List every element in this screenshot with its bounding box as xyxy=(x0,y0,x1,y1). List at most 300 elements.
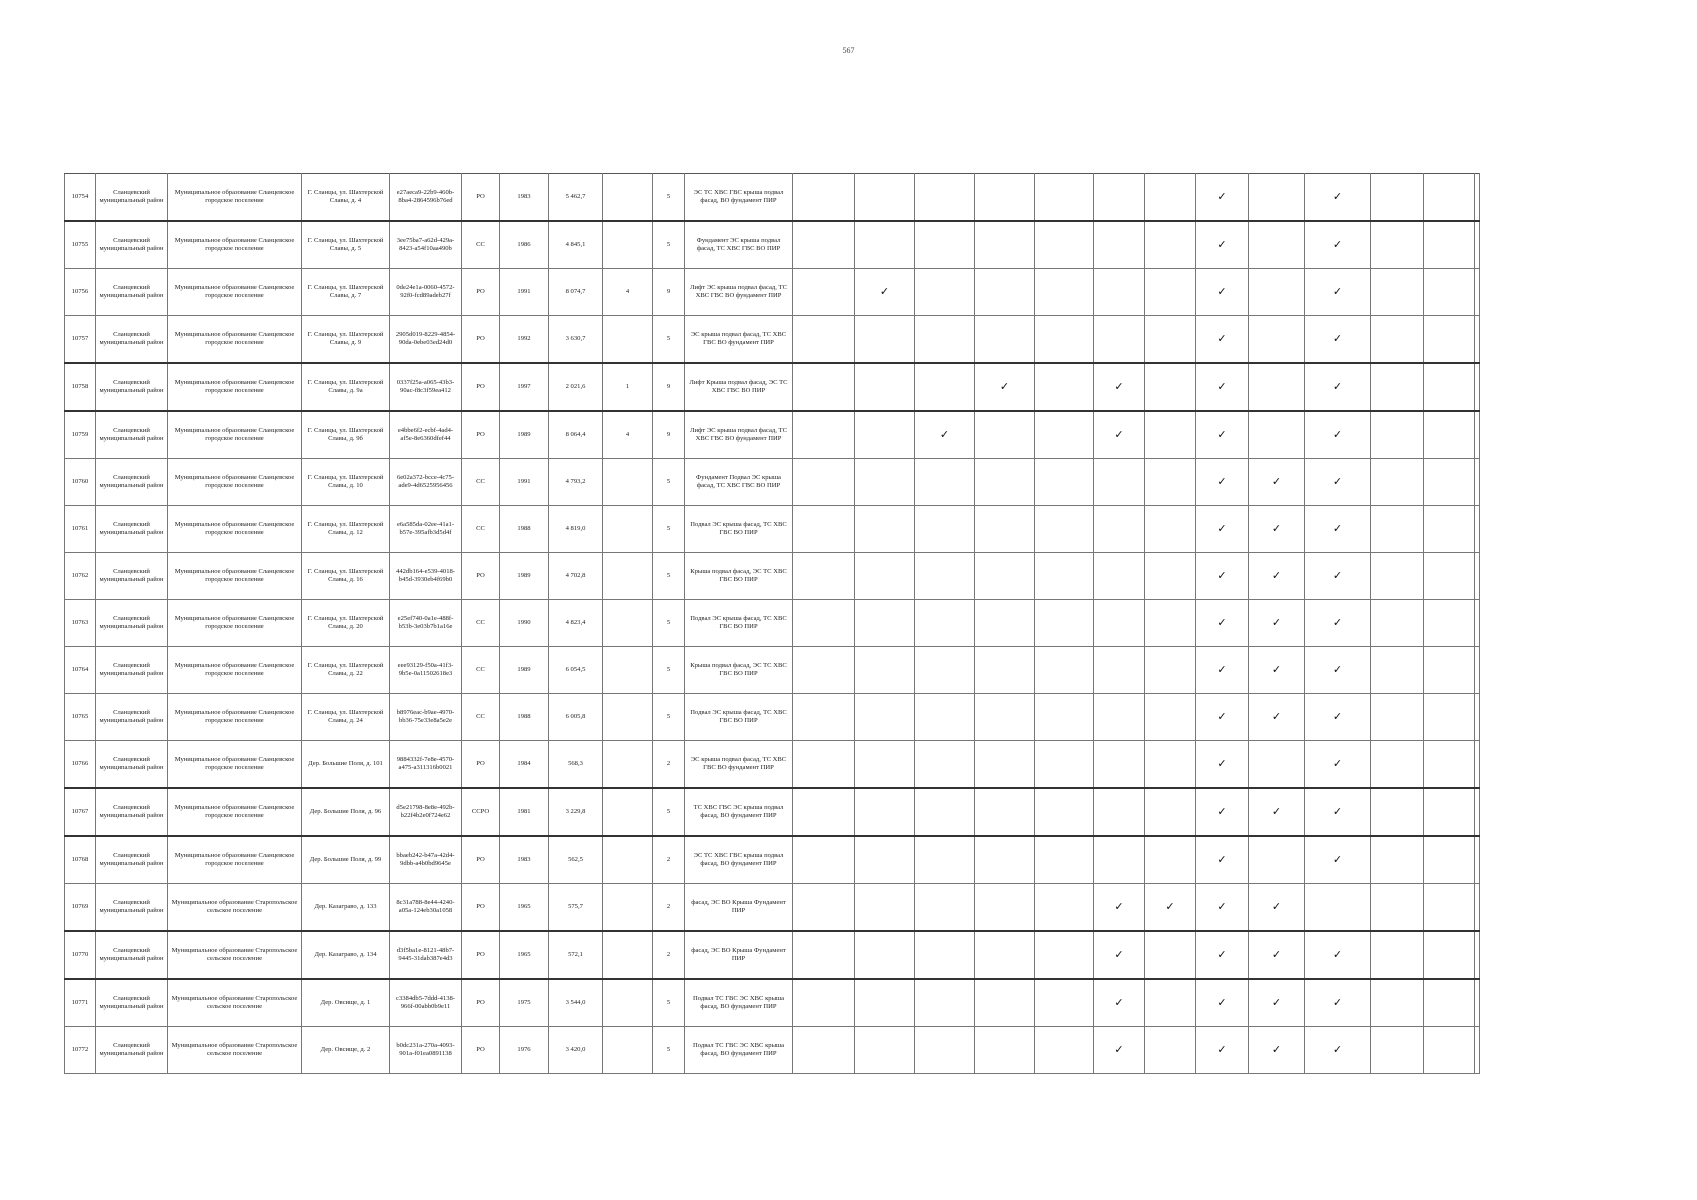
area-cell: 575,7 xyxy=(549,884,603,932)
year-built-cell: 1991 xyxy=(500,459,549,506)
checkmark-icon: ✓ xyxy=(1332,189,1343,203)
work-flag-cell xyxy=(1145,931,1196,979)
guid-cell: e6a585da-02ee-41a1-b57e-395afb3d5d4f xyxy=(390,506,462,553)
work-flag-cell xyxy=(1371,884,1424,932)
wall-material-cell: РО xyxy=(462,316,500,364)
work-flag-cell xyxy=(1305,459,1371,506)
checkmark-icon: ✓ xyxy=(1217,756,1227,770)
work-flag-cell xyxy=(975,411,1035,459)
work-flag-cell xyxy=(1424,836,1475,884)
address-cell: Дер. Большие Поля, д. 101 xyxy=(302,741,390,789)
work-flag-cell xyxy=(855,647,915,694)
work-flag-cell xyxy=(1249,788,1305,836)
work-flag-cell xyxy=(975,884,1035,932)
works-list-cell: фасад, ЭС ВО Крыша Фундамент ПИР xyxy=(685,884,793,932)
work-flag-cell xyxy=(793,741,855,789)
checkmark-icon: ✓ xyxy=(1332,709,1343,723)
district-cell: Сланцевский муниципальный район xyxy=(96,506,168,553)
work-flag-cell xyxy=(1371,1027,1424,1074)
year-built-cell: 1991 xyxy=(500,269,549,316)
row-id-cell: 10765 xyxy=(65,694,96,741)
work-flag-cell xyxy=(1035,741,1094,789)
work-flag-cell xyxy=(855,174,915,222)
floors-cell: 9 xyxy=(653,269,685,316)
work-flag-cell xyxy=(1196,174,1249,222)
work-flag-cell xyxy=(1371,741,1424,789)
work-flag-cell xyxy=(1035,788,1094,836)
work-flag-cell xyxy=(1035,647,1094,694)
work-flag-cell xyxy=(1424,931,1475,979)
work-flag-cell xyxy=(1196,600,1249,647)
work-flag-cell xyxy=(975,979,1035,1027)
wall-material-cell: РО xyxy=(462,553,500,600)
district-cell: Сланцевский муниципальный район xyxy=(96,316,168,364)
area-cell: 4 845,1 xyxy=(549,221,603,269)
area-cell: 572,1 xyxy=(549,931,603,979)
work-flag-cell xyxy=(1424,600,1475,647)
work-flag-cell xyxy=(1305,694,1371,741)
checkmark-icon: ✓ xyxy=(1332,379,1343,393)
entrances-cell xyxy=(603,316,653,364)
work-flag-cell xyxy=(1424,411,1475,459)
works-list-cell: Подвал ЭС крыша фасад, ТС ХВС ГВС ВО ПИР xyxy=(685,600,793,647)
work-flag-cell xyxy=(1424,741,1475,789)
works-list-cell: ЭС ТС ХВС ГВС крыша подвал фасад, ВО фундамент ПИР xyxy=(685,174,793,222)
checkmark-icon: ✓ xyxy=(1332,662,1343,676)
work-flag-cell xyxy=(793,694,855,741)
entrances-cell xyxy=(603,741,653,789)
work-flag-cell xyxy=(793,884,855,932)
work-flag-cell xyxy=(1475,269,1480,316)
row-id-cell: 10758 xyxy=(65,363,96,411)
checkmark-icon: ✓ xyxy=(1114,947,1124,961)
work-flag-cell xyxy=(1305,506,1371,553)
work-flag-cell xyxy=(975,788,1035,836)
district-cell: Сланцевский муниципальный район xyxy=(96,600,168,647)
guid-cell: 0de24e1a-0060-4572-92f0-fcd89adeb27f xyxy=(390,269,462,316)
work-flag-cell xyxy=(855,931,915,979)
work-flag-cell xyxy=(1094,411,1145,459)
row-id-cell: 10768 xyxy=(65,836,96,884)
district-cell: Сланцевский муниципальный район xyxy=(96,647,168,694)
checkmark-icon: ✓ xyxy=(1332,331,1343,345)
work-flag-cell xyxy=(1094,363,1145,411)
table-row xyxy=(65,836,1480,884)
work-flag-cell xyxy=(1035,931,1094,979)
work-flag-cell xyxy=(915,459,975,506)
work-flag-cell xyxy=(915,411,975,459)
table-row xyxy=(65,269,1480,316)
checkmark-icon: ✓ xyxy=(1271,947,1282,961)
table-row xyxy=(65,316,1480,364)
entrances-cell xyxy=(603,836,653,884)
district-cell: Сланцевский муниципальный район xyxy=(96,363,168,411)
municipality-cell: Муниципальное образование Сланцевское городское поселение xyxy=(168,316,302,364)
checkmark-icon: ✓ xyxy=(1332,615,1343,629)
checkmark-icon: ✓ xyxy=(1332,474,1343,488)
work-flag-cell xyxy=(1145,788,1196,836)
checkmark-icon: ✓ xyxy=(1332,237,1343,251)
work-flag-cell xyxy=(793,411,855,459)
work-flag-cell xyxy=(1094,316,1145,364)
address-cell: Дер. Большие Поля, д. 99 xyxy=(302,836,390,884)
work-flag-cell xyxy=(1145,221,1196,269)
area-cell: 4 793,2 xyxy=(549,459,603,506)
work-flag-cell xyxy=(975,221,1035,269)
work-flag-cell xyxy=(1475,174,1480,222)
guid-cell: 9884332f-7e8e-4570-a475-a311316b0021 xyxy=(390,741,462,789)
work-flag-cell xyxy=(1305,174,1371,222)
wall-material-cell: СС xyxy=(462,600,500,647)
work-flag-cell xyxy=(1371,647,1424,694)
checkmark-icon: ✓ xyxy=(1271,1042,1282,1056)
floors-cell: 5 xyxy=(653,221,685,269)
checkmark-icon: ✓ xyxy=(1165,899,1175,913)
work-flag-cell xyxy=(1475,788,1480,836)
year-built-cell: 1986 xyxy=(500,221,549,269)
work-flag-cell xyxy=(1035,316,1094,364)
work-flag-cell xyxy=(1196,836,1249,884)
address-cell: Г. Сланцы, ул. Шахтерской Славы, д. 9а xyxy=(302,363,390,411)
district-cell: Сланцевский муниципальный район xyxy=(96,741,168,789)
work-flag-cell xyxy=(1371,600,1424,647)
work-flag-cell xyxy=(975,647,1035,694)
table-row xyxy=(65,600,1480,647)
year-built-cell: 1984 xyxy=(500,741,549,789)
work-flag-cell xyxy=(1094,836,1145,884)
work-flag-cell xyxy=(1035,459,1094,506)
table-row xyxy=(65,694,1480,741)
area-cell: 8 074,7 xyxy=(549,269,603,316)
work-flag-cell xyxy=(793,221,855,269)
works-list-cell: Подвал ЭС крыша фасад, ТС ХВС ГВС ВО ПИР xyxy=(685,506,793,553)
work-flag-cell xyxy=(1094,931,1145,979)
entrances-cell xyxy=(603,884,653,932)
works-list-cell: Крыша подвал фасад, ЭС ТС ХВС ГВС ВО ПИР xyxy=(685,647,793,694)
municipality-cell: Муниципальное образование Старопольское сельское поселение xyxy=(168,931,302,979)
works-list-cell: Фундамент Подвал ЭС крыша фасад, ТС ХВС ГВС ВО ПИР xyxy=(685,459,793,506)
floors-cell: 5 xyxy=(653,979,685,1027)
work-flag-cell xyxy=(975,1027,1035,1074)
wall-material-cell: СС xyxy=(462,694,500,741)
checkmark-icon: ✓ xyxy=(1271,804,1282,818)
work-flag-cell xyxy=(915,884,975,932)
checkmark-icon: ✓ xyxy=(1271,899,1282,913)
works-list-cell: Лифт ЭС крыша подвал фасад, ТС ХВС ГВС ВО фундамент ПИР xyxy=(685,411,793,459)
works-list-cell: ТС ХВС ГВС ЭС крыша подвал фасад, ВО фундамент ПИР xyxy=(685,788,793,836)
work-flag-cell xyxy=(1424,884,1475,932)
work-flag-cell xyxy=(1145,1027,1196,1074)
work-flag-cell xyxy=(793,931,855,979)
work-flag-cell xyxy=(1196,363,1249,411)
work-flag-cell xyxy=(1145,506,1196,553)
checkmark-icon: ✓ xyxy=(1114,379,1124,393)
work-flag-cell xyxy=(793,316,855,364)
row-id-cell: 10770 xyxy=(65,931,96,979)
work-flag-cell xyxy=(1371,694,1424,741)
work-flag-cell xyxy=(855,411,915,459)
work-flag-cell xyxy=(1094,269,1145,316)
wall-material-cell: СС xyxy=(462,221,500,269)
work-flag-cell xyxy=(793,1027,855,1074)
year-built-cell: 1990 xyxy=(500,600,549,647)
work-flag-cell xyxy=(1305,600,1371,647)
work-flag-cell xyxy=(1094,221,1145,269)
year-built-cell: 1988 xyxy=(500,694,549,741)
checkmark-icon: ✓ xyxy=(1332,804,1343,818)
work-flag-cell xyxy=(915,979,975,1027)
work-flag-cell xyxy=(1094,979,1145,1027)
work-flag-cell xyxy=(1196,221,1249,269)
entrances-cell xyxy=(603,647,653,694)
work-flag-cell xyxy=(975,459,1035,506)
work-flag-cell xyxy=(1196,741,1249,789)
work-flag-cell xyxy=(1475,316,1480,364)
floors-cell: 5 xyxy=(653,316,685,364)
work-flag-cell xyxy=(1145,741,1196,789)
work-flag-cell xyxy=(1371,788,1424,836)
floors-cell: 5 xyxy=(653,174,685,222)
works-list-cell: ЭС крыша подвал фасад, ТС ХВС ГВС ВО фундамент ПИР xyxy=(685,316,793,364)
work-flag-cell xyxy=(1145,316,1196,364)
work-flag-cell xyxy=(1249,694,1305,741)
row-id-cell: 10755 xyxy=(65,221,96,269)
wall-material-cell: РО xyxy=(462,269,500,316)
work-flag-cell xyxy=(1249,221,1305,269)
checkmark-icon: ✓ xyxy=(1217,1042,1227,1056)
municipality-cell: Муниципальное образование Сланцевское городское поселение xyxy=(168,269,302,316)
checkmark-icon: ✓ xyxy=(1217,427,1227,441)
wall-material-cell: РО xyxy=(462,931,500,979)
work-flag-cell xyxy=(793,979,855,1027)
work-flag-cell xyxy=(915,788,975,836)
checkmark-icon: ✓ xyxy=(1271,615,1282,629)
district-cell: Сланцевский муниципальный район xyxy=(96,979,168,1027)
work-flag-cell xyxy=(855,221,915,269)
work-flag-cell xyxy=(1145,411,1196,459)
floors-cell: 5 xyxy=(653,553,685,600)
year-built-cell: 1975 xyxy=(500,979,549,1027)
municipality-cell: Муниципальное образование Старопольское сельское поселение xyxy=(168,884,302,932)
work-flag-cell xyxy=(1249,931,1305,979)
floors-cell: 9 xyxy=(653,411,685,459)
work-flag-cell xyxy=(1371,506,1424,553)
row-id-cell: 10761 xyxy=(65,506,96,553)
work-flag-cell xyxy=(1475,459,1480,506)
row-id-cell: 10771 xyxy=(65,979,96,1027)
work-flag-cell xyxy=(1424,1027,1475,1074)
work-flag-cell xyxy=(1475,741,1480,789)
year-built-cell: 1976 xyxy=(500,1027,549,1074)
work-flag-cell xyxy=(1249,600,1305,647)
work-flag-cell xyxy=(1145,553,1196,600)
checkmark-icon: ✓ xyxy=(1217,521,1227,535)
work-flag-cell xyxy=(1196,647,1249,694)
work-flag-cell xyxy=(1305,741,1371,789)
work-flag-cell xyxy=(915,506,975,553)
work-flag-cell xyxy=(1424,363,1475,411)
work-flag-cell xyxy=(915,553,975,600)
area-cell: 6 054,5 xyxy=(549,647,603,694)
work-flag-cell xyxy=(975,553,1035,600)
work-flag-cell xyxy=(793,836,855,884)
work-flag-cell xyxy=(1475,836,1480,884)
work-flag-cell xyxy=(1371,363,1424,411)
area-cell: 5 462,7 xyxy=(549,174,603,222)
work-flag-cell xyxy=(1305,1027,1371,1074)
row-id-cell: 10754 xyxy=(65,174,96,222)
work-flag-cell xyxy=(1371,459,1424,506)
work-flag-cell xyxy=(855,741,915,789)
work-flag-cell xyxy=(1371,553,1424,600)
checkmark-icon: ✓ xyxy=(1332,947,1343,961)
floors-cell: 5 xyxy=(653,459,685,506)
checkmark-icon: ✓ xyxy=(1271,474,1282,488)
checkmark-icon: ✓ xyxy=(1217,189,1227,203)
work-flag-cell xyxy=(975,269,1035,316)
works-list-cell: ЭС крыша подвал фасад, ТС ХВС ГВС ВО фундамент ПИР xyxy=(685,741,793,789)
work-flag-cell xyxy=(1424,979,1475,1027)
work-flag-cell xyxy=(1249,174,1305,222)
year-built-cell: 1989 xyxy=(500,553,549,600)
area-cell: 3 420,0 xyxy=(549,1027,603,1074)
checkmark-icon: ✓ xyxy=(1114,1042,1124,1056)
work-flag-cell xyxy=(1196,269,1249,316)
work-flag-cell xyxy=(1196,411,1249,459)
work-flag-cell xyxy=(1035,979,1094,1027)
work-flag-cell xyxy=(915,647,975,694)
work-flag-cell xyxy=(855,979,915,1027)
row-id-cell: 10757 xyxy=(65,316,96,364)
checkmark-icon: ✓ xyxy=(1114,427,1124,441)
entrances-cell xyxy=(603,506,653,553)
entrances-cell xyxy=(603,979,653,1027)
table-row xyxy=(65,647,1480,694)
work-flag-cell xyxy=(1196,1027,1249,1074)
work-flag-cell xyxy=(1035,694,1094,741)
guid-cell: 8c31a788-8e44-4240-a05a-124eb30a1058 xyxy=(390,884,462,932)
work-flag-cell xyxy=(1145,174,1196,222)
wall-material-cell: РО xyxy=(462,174,500,222)
work-flag-cell xyxy=(855,553,915,600)
address-cell: Г. Сланцы, ул. Шахтерской Славы, д. 5 xyxy=(302,221,390,269)
floors-cell: 5 xyxy=(653,600,685,647)
work-flag-cell xyxy=(855,600,915,647)
area-cell: 3 544,0 xyxy=(549,979,603,1027)
wall-material-cell: РО xyxy=(462,884,500,932)
guid-cell: b0dc231a-270a-4093-901a-f01ea0891138 xyxy=(390,1027,462,1074)
work-flag-cell xyxy=(1305,411,1371,459)
work-flag-cell xyxy=(1424,221,1475,269)
district-cell: Сланцевский муниципальный район xyxy=(96,553,168,600)
entrances-cell xyxy=(603,694,653,741)
work-flag-cell xyxy=(1196,788,1249,836)
wall-material-cell: РО xyxy=(462,741,500,789)
work-flag-cell xyxy=(793,269,855,316)
work-flag-cell xyxy=(1196,553,1249,600)
district-cell: Сланцевский муниципальный район xyxy=(96,269,168,316)
address-cell: Дер. Овсище, д. 1 xyxy=(302,979,390,1027)
area-cell: 4 823,4 xyxy=(549,600,603,647)
year-built-cell: 1988 xyxy=(500,506,549,553)
work-flag-cell xyxy=(855,316,915,364)
work-flag-cell xyxy=(1305,788,1371,836)
work-flag-cell xyxy=(1094,1027,1145,1074)
checkmark-icon: ✓ xyxy=(1217,284,1227,298)
entrances-cell xyxy=(603,788,653,836)
work-flag-cell xyxy=(1094,459,1145,506)
checkmark-icon: ✓ xyxy=(1271,521,1282,535)
table-row xyxy=(65,411,1480,459)
district-cell: Сланцевский муниципальный район xyxy=(96,459,168,506)
address-cell: Дер. Овсище, д. 2 xyxy=(302,1027,390,1074)
address-cell: Г. Сланцы, ул. Шахтерской Славы, д. 20 xyxy=(302,600,390,647)
work-flag-cell xyxy=(1196,316,1249,364)
work-flag-cell xyxy=(1249,363,1305,411)
work-flag-cell xyxy=(1371,931,1424,979)
work-flag-cell xyxy=(1035,269,1094,316)
district-cell: Сланцевский муниципальный район xyxy=(96,931,168,979)
work-flag-cell xyxy=(1035,506,1094,553)
work-flag-cell xyxy=(1424,647,1475,694)
checkmark-icon: ✓ xyxy=(1114,995,1124,1009)
checkmark-icon: ✓ xyxy=(1217,662,1227,676)
work-flag-cell xyxy=(975,174,1035,222)
checkmark-icon: ✓ xyxy=(1217,995,1227,1009)
work-flag-cell xyxy=(975,694,1035,741)
table-row xyxy=(65,884,1480,932)
table-row xyxy=(65,1027,1480,1074)
work-flag-cell xyxy=(1094,553,1145,600)
municipality-cell: Муниципальное образование Сланцевское городское поселение xyxy=(168,411,302,459)
work-flag-cell xyxy=(1249,459,1305,506)
guid-cell: 6e02a372-bcce-4c75-ade9-4d6525956456 xyxy=(390,459,462,506)
entrances-cell xyxy=(603,174,653,222)
works-list-cell: Подвал ТС ГВС ЭС ХВС крыша фасад, ВО фундамент ПИР xyxy=(685,979,793,1027)
municipality-cell: Муниципальное образование Сланцевское городское поселение xyxy=(168,694,302,741)
checkmark-icon: ✓ xyxy=(1217,615,1227,629)
checkmark-icon: ✓ xyxy=(1217,568,1227,582)
work-flag-cell xyxy=(1475,553,1480,600)
checkmark-icon: ✓ xyxy=(1114,899,1124,913)
checkmark-icon: ✓ xyxy=(1217,331,1227,345)
checkmark-icon: ✓ xyxy=(1217,804,1227,818)
work-flag-cell xyxy=(1424,506,1475,553)
area-cell: 4 819,0 xyxy=(549,506,603,553)
table-row xyxy=(65,553,1480,600)
row-id-cell: 10767 xyxy=(65,788,96,836)
work-flag-cell xyxy=(1145,600,1196,647)
work-flag-cell xyxy=(1035,600,1094,647)
work-flag-cell xyxy=(1371,316,1424,364)
wall-material-cell: РО xyxy=(462,1027,500,1074)
municipality-cell: Муниципальное образование Сланцевское городское поселение xyxy=(168,600,302,647)
work-flag-cell xyxy=(915,741,975,789)
work-flag-cell xyxy=(1249,741,1305,789)
district-cell: Сланцевский муниципальный район xyxy=(96,884,168,932)
work-flag-cell xyxy=(1249,979,1305,1027)
municipality-cell: Муниципальное образование Сланцевское городское поселение xyxy=(168,506,302,553)
work-flag-cell xyxy=(1035,363,1094,411)
district-cell: Сланцевский муниципальный район xyxy=(96,411,168,459)
address-cell: Г. Сланцы, ул. Шахтерской Славы, д. 9б xyxy=(302,411,390,459)
table-row xyxy=(65,741,1480,789)
work-flag-cell xyxy=(1145,694,1196,741)
checkmark-icon: ✓ xyxy=(879,284,890,298)
work-flag-cell xyxy=(1371,836,1424,884)
floors-cell: 5 xyxy=(653,647,685,694)
work-flag-cell xyxy=(1475,1027,1480,1074)
